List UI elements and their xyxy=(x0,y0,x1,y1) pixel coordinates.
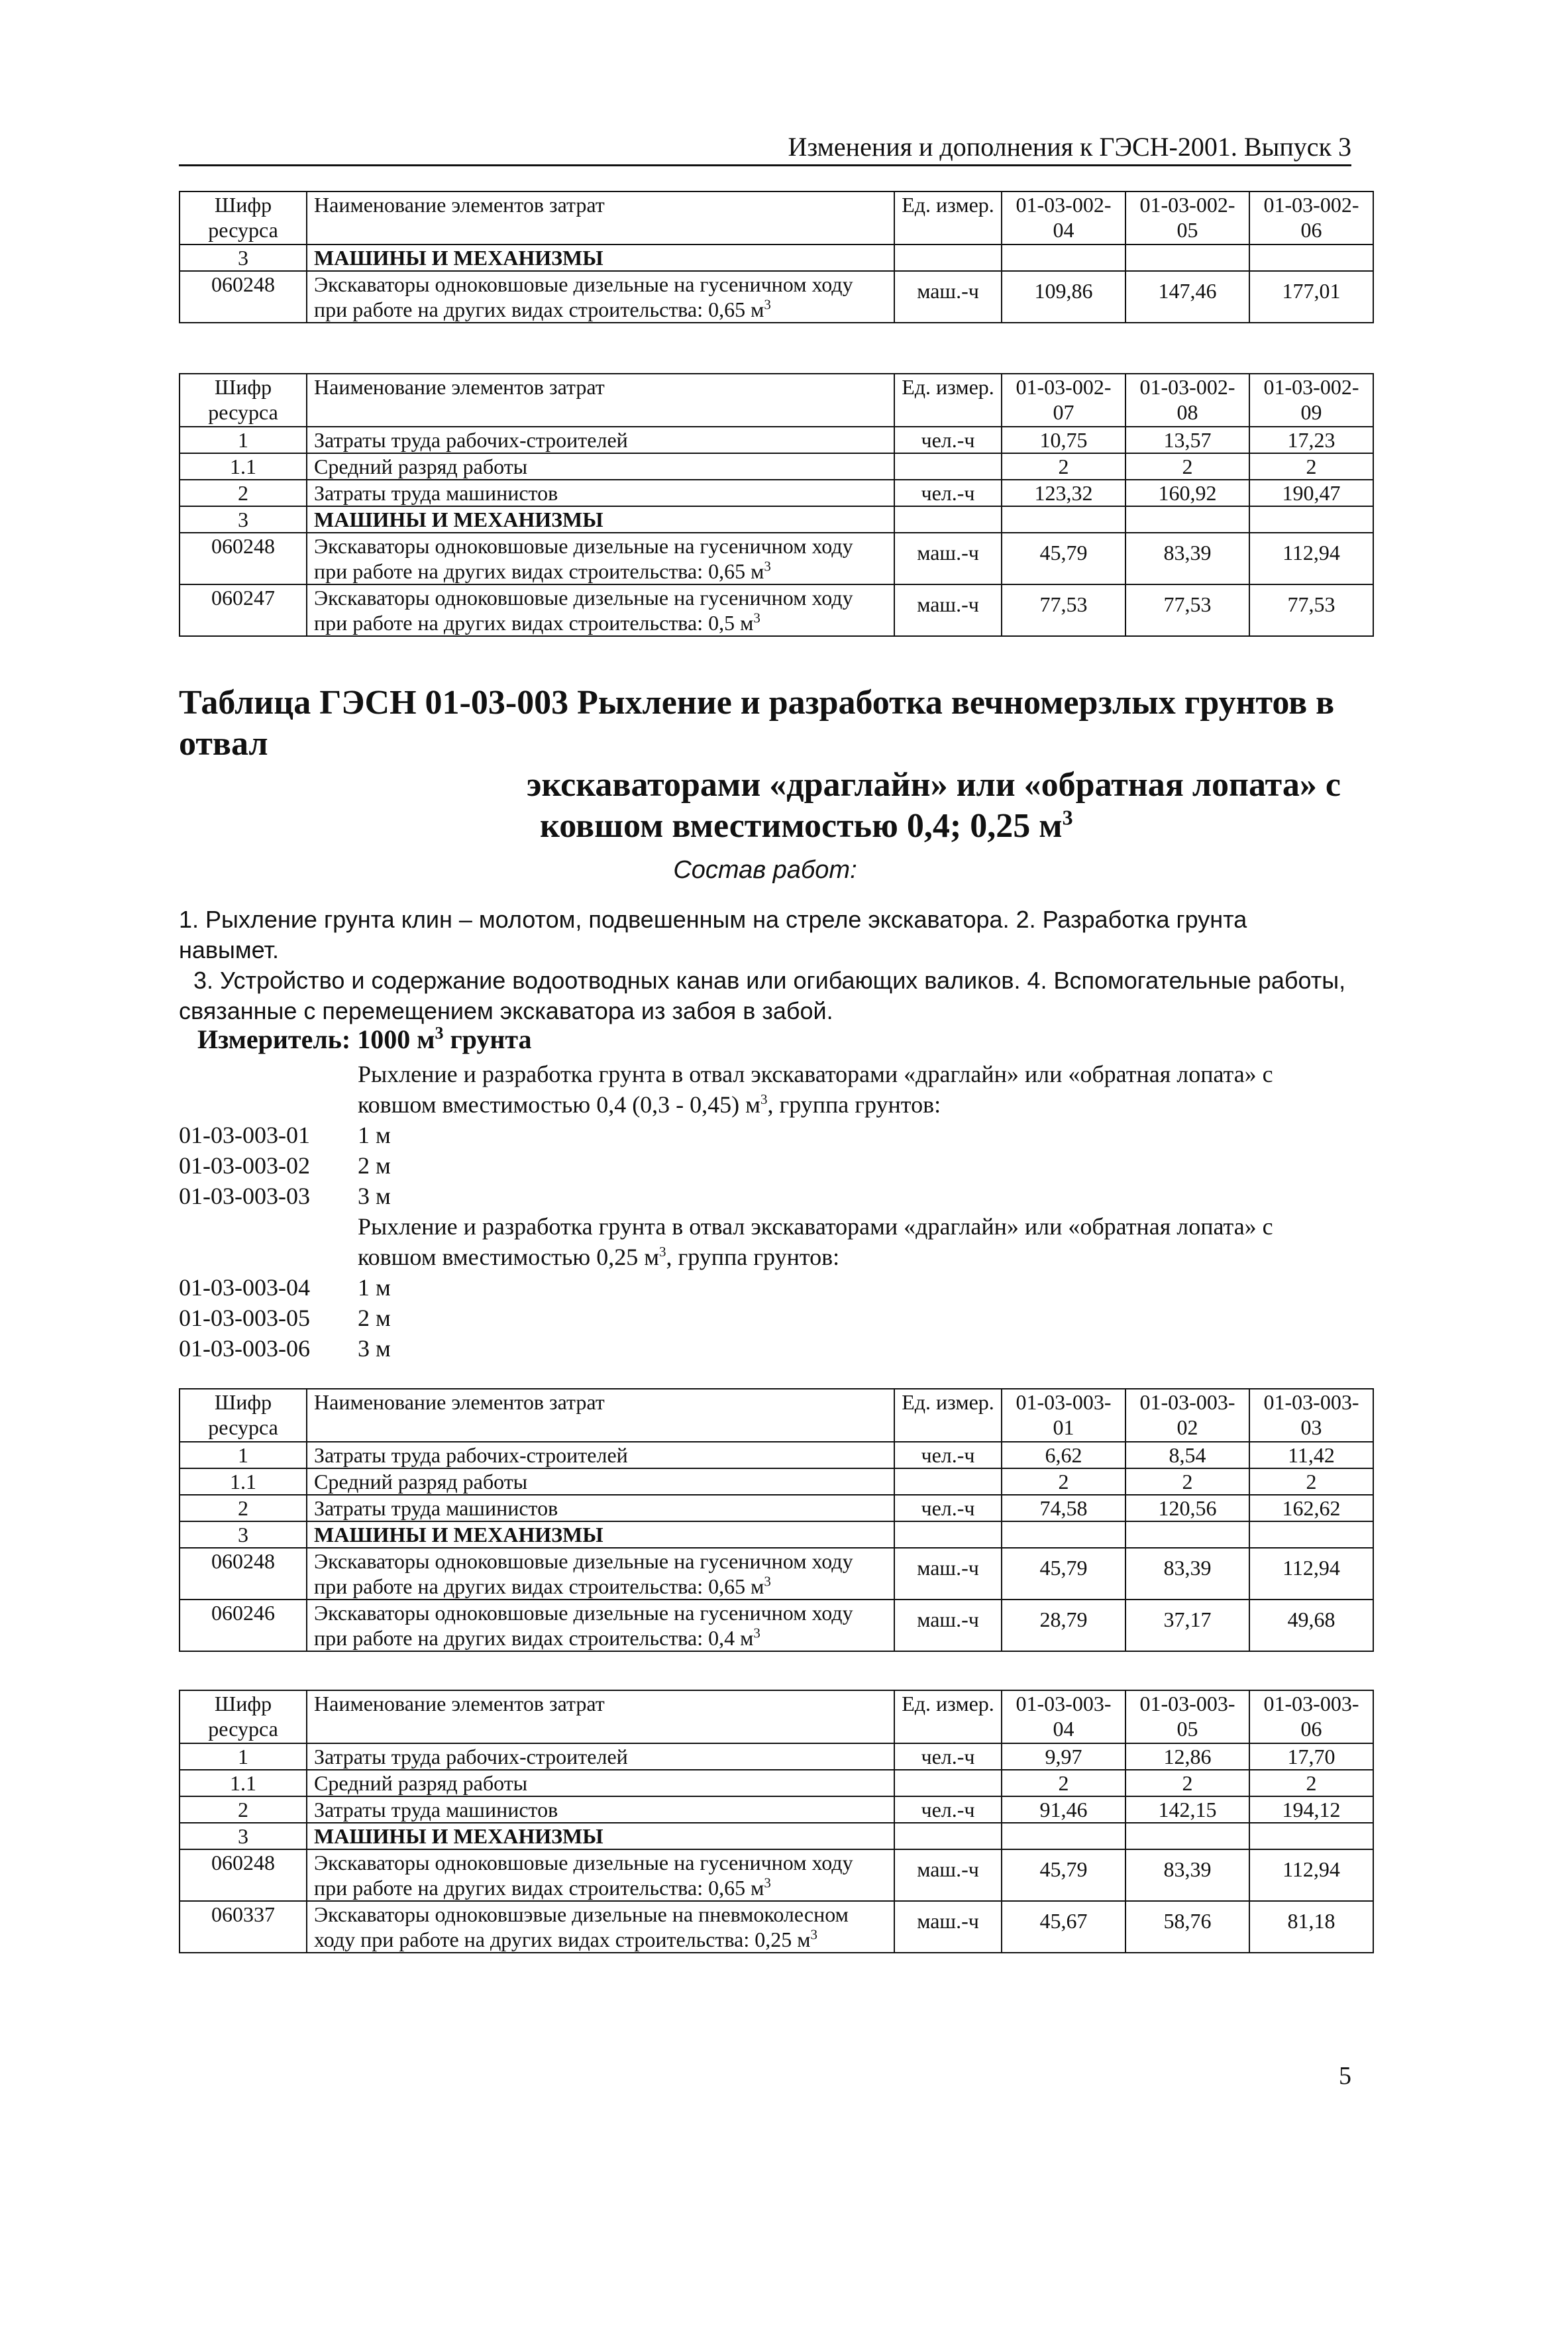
cell-name: Затраты труда машинистов xyxy=(307,480,894,506)
cell-code: 3 xyxy=(180,245,307,271)
cell-value: 112,94 xyxy=(1249,1849,1373,1901)
norm-item xyxy=(179,1181,1351,1211)
cell-unit: маш.-ч xyxy=(894,1600,1002,1651)
header-unit: Ед. измер. xyxy=(894,1389,1002,1442)
table-row xyxy=(180,533,1373,584)
cell-value xyxy=(1249,245,1373,271)
header-norm-code: 01-03-002-06 xyxy=(1249,191,1373,245)
norm-item xyxy=(179,1303,1351,1333)
table-row xyxy=(180,453,1373,480)
cell-value: 28,79 xyxy=(1002,1600,1125,1651)
measurement-unit: Измеритель: 1000 $м^3$ грунта xyxy=(197,1023,532,1054)
cell-value: 83,39 xyxy=(1125,1548,1249,1600)
cell-code: 060248 xyxy=(180,1548,307,1600)
cell-code: 1 xyxy=(180,427,307,453)
norm-list xyxy=(179,1059,1351,1364)
cell-name: Затраты труда машинистов xyxy=(307,1495,894,1521)
resource-table-003-01-03 xyxy=(179,1388,1374,1652)
header-name: Наименование элементов затрат xyxy=(307,191,894,245)
soil-group-label: 1 м xyxy=(358,1274,391,1301)
table-row xyxy=(180,1849,1373,1901)
cell-value: 2 xyxy=(1125,453,1249,480)
cell-value xyxy=(1002,245,1125,271)
cell-name: Затраты труда рабочих-строителей xyxy=(307,1442,894,1468)
cell-value xyxy=(1125,245,1249,271)
cell-value: 45,67 xyxy=(1002,1901,1125,1953)
cell-value: 120,56 xyxy=(1125,1495,1249,1521)
header-norm-code: 01-03-003-03 xyxy=(1249,1389,1373,1442)
cell-unit: маш.-ч xyxy=(894,1548,1002,1600)
cell-unit: маш.-ч xyxy=(894,533,1002,584)
cell-code: 1 xyxy=(180,1442,307,1468)
cell-value: 190,47 xyxy=(1249,480,1373,506)
header-norm-code: 01-03-003-02 xyxy=(1125,1389,1249,1442)
cell-value: 77,53 xyxy=(1002,584,1125,636)
cell-unit xyxy=(894,245,1002,271)
cell-value: 58,76 xyxy=(1125,1901,1249,1953)
cell-unit: маш.-ч xyxy=(894,1901,1002,1953)
resource-table-003-04-06 xyxy=(179,1690,1374,1953)
cell-value: 2 xyxy=(1002,1770,1125,1796)
cell-unit: чел.-ч xyxy=(894,1495,1002,1521)
section-title-line-2: экскаваторами «драглайн» или «обратная лопата» с xyxy=(527,766,1341,804)
cell-value xyxy=(1125,1823,1249,1849)
cell-code: 1.1 xyxy=(180,453,307,480)
cell-code: 3 xyxy=(180,1521,307,1548)
table-row xyxy=(180,1442,1373,1468)
cell-value: 45,79 xyxy=(1002,533,1125,584)
soil-group-label: 2 м xyxy=(358,1152,391,1179)
norm-item xyxy=(179,1150,1351,1181)
cell-value: 37,17 xyxy=(1125,1600,1249,1651)
cell-name: Экскаваторы одноковшовые дизельные на гусеничном ходу при работе на других видах строительства: 0,65 $м^3$ xyxy=(307,533,894,584)
norm-code: 01-03-003-03 xyxy=(179,1183,310,1209)
cell-value: 2 xyxy=(1249,1770,1373,1796)
norm-code: 01-03-003-02 xyxy=(179,1152,310,1179)
table-row xyxy=(180,1770,1373,1796)
table-row xyxy=(180,1548,1373,1600)
header-norm-code: 01-03-002-04 xyxy=(1002,191,1125,245)
cell-name: Затраты труда рабочих-строителей xyxy=(307,1743,894,1770)
cell-value: 2 xyxy=(1002,1468,1125,1495)
section-title xyxy=(179,682,1351,847)
cell-unit: маш.-ч xyxy=(894,584,1002,636)
cell-code: 060337 xyxy=(180,1901,307,1953)
header-unit: Ед. измер. xyxy=(894,1690,1002,1743)
header-norm-code: 01-03-002-09 xyxy=(1249,374,1373,427)
header-unit: Ед. измер. xyxy=(894,374,1002,427)
cell-name: МАШИНЫ И МЕХАНИЗМЫ xyxy=(307,1521,894,1548)
cell-name: МАШИНЫ И МЕХАНИЗМЫ xyxy=(307,1823,894,1849)
cell-code: 060248 xyxy=(180,271,307,323)
soil-group-label: 3 м xyxy=(358,1335,391,1362)
soil-group-label: 3 м xyxy=(358,1183,391,1209)
table-row xyxy=(180,1901,1373,1953)
cell-value xyxy=(1249,1823,1373,1849)
section-title-line-1: Таблица ГЭСН 01-03-003 Рыхление и разработка вечномерзлых грунтов в отвал xyxy=(179,684,1335,763)
norm-code: 01-03-003-05 xyxy=(179,1305,310,1331)
cell-name: Экскаваторы одноковшовые дизельные на гусеничном ходу при работе на других видах строительства: 0,5 $м^3$ xyxy=(307,584,894,636)
cell-value xyxy=(1125,1521,1249,1548)
table-row xyxy=(180,584,1373,636)
table-row xyxy=(180,1600,1373,1651)
resource-table-002-04-06 xyxy=(179,191,1374,323)
table-row xyxy=(180,1521,1373,1548)
norm-code: 01-03-003-01 xyxy=(179,1122,310,1148)
cell-value xyxy=(1002,1521,1125,1548)
cell-name: Экскаваторы одноковшовые дизельные на гусеничном ходу при работе на других видах строительства: 0,4 $м^3$ xyxy=(307,1600,894,1651)
header-code: Шифр ресурса xyxy=(180,1389,307,1442)
cell-unit: чел.-ч xyxy=(894,1796,1002,1823)
cell-name: Затраты труда машинистов xyxy=(307,1796,894,1823)
resource-table-002-07-09 xyxy=(179,373,1374,637)
cell-code: 3 xyxy=(180,1823,307,1849)
cell-value: 112,94 xyxy=(1249,533,1373,584)
cell-code: 2 xyxy=(180,1495,307,1521)
table-row xyxy=(180,271,1373,323)
cell-value: 11,42 xyxy=(1249,1442,1373,1468)
cell-code: 060246 xyxy=(180,1600,307,1651)
header-norm-code: 01-03-002-08 xyxy=(1125,374,1249,427)
cell-code: 3 xyxy=(180,506,307,533)
table-row xyxy=(180,1743,1373,1770)
cell-code: 060247 xyxy=(180,584,307,636)
cell-value: 142,15 xyxy=(1125,1796,1249,1823)
cell-name: МАШИНЫ И МЕХАНИЗМЫ xyxy=(307,245,894,271)
cell-unit xyxy=(894,1521,1002,1548)
work-composition-text xyxy=(179,904,1351,1026)
cell-value: 162,62 xyxy=(1249,1495,1373,1521)
cell-code: 060248 xyxy=(180,533,307,584)
cell-value: 45,79 xyxy=(1002,1849,1125,1901)
table-row xyxy=(180,245,1373,271)
running-header: Изменения и дополнения к ГЭСН-2001. Выпуск 3 xyxy=(179,130,1351,166)
page-number: 5 xyxy=(1339,2062,1351,2090)
header-name: Наименование элементов затрат xyxy=(307,1690,894,1743)
cell-unit: чел.-ч xyxy=(894,480,1002,506)
norm-code: 01-03-003-04 xyxy=(179,1274,310,1301)
header-norm-code: 01-03-003-06 xyxy=(1249,1690,1373,1743)
cell-name: Средний разряд работы xyxy=(307,1468,894,1495)
section-title-line-3: ковшом вместимостью 0,4; 0,25 $м^3$ xyxy=(540,805,1073,845)
cell-value xyxy=(1249,1521,1373,1548)
cell-value: 2 xyxy=(1249,1468,1373,1495)
cell-value: 2 xyxy=(1249,453,1373,480)
norm-item xyxy=(179,1120,1351,1150)
cell-value xyxy=(1249,506,1373,533)
cell-unit: маш.-ч xyxy=(894,1849,1002,1901)
cell-value: 74,58 xyxy=(1002,1495,1125,1521)
cell-unit: маш.-ч xyxy=(894,271,1002,323)
norm-item xyxy=(179,1333,1351,1364)
cell-name: МАШИНЫ И МЕХАНИЗМЫ xyxy=(307,506,894,533)
header-norm-code: 01-03-003-04 xyxy=(1002,1690,1125,1743)
cell-value xyxy=(1002,1823,1125,1849)
cell-name: Экскаваторы одноковшэвые дизельные на пневмоколесном ходу при работе на других видах строительства: 0,25 $м^3$ xyxy=(307,1901,894,1953)
table-row xyxy=(180,1823,1373,1849)
table-row xyxy=(180,506,1373,533)
table-row xyxy=(180,1468,1373,1495)
cell-value xyxy=(1125,506,1249,533)
norm-code: 01-03-003-06 xyxy=(179,1335,310,1362)
cell-value: 2 xyxy=(1125,1468,1249,1495)
group-description: Рыхление и разработка грунта в отвал экскаваторами «драглайн» или «обратная лопата» с xyxy=(358,1213,1273,1240)
table-row xyxy=(180,427,1373,453)
cell-value: 83,39 xyxy=(1125,533,1249,584)
cell-code: 1.1 xyxy=(180,1770,307,1796)
header-name: Наименование элементов затрат xyxy=(307,374,894,427)
cell-unit: чел.-ч xyxy=(894,1743,1002,1770)
header-norm-code: 01-03-002-05 xyxy=(1125,191,1249,245)
cell-value: 77,53 xyxy=(1249,584,1373,636)
soil-group-label: 1 м xyxy=(358,1122,391,1148)
cell-unit xyxy=(894,453,1002,480)
cell-value: 6,62 xyxy=(1002,1442,1125,1468)
cell-value: 109,86 xyxy=(1002,271,1125,323)
cell-value: 112,94 xyxy=(1249,1548,1373,1600)
group-description: Рыхление и разработка грунта в отвал экскаваторами «драглайн» или «обратная лопата» с xyxy=(358,1061,1273,1087)
cell-unit xyxy=(894,1770,1002,1796)
cell-unit xyxy=(894,506,1002,533)
cell-unit xyxy=(894,1468,1002,1495)
header-unit: Ед. измер. xyxy=(894,191,1002,245)
cell-unit: чел.-ч xyxy=(894,1442,1002,1468)
cell-unit xyxy=(894,1823,1002,1849)
cell-value: 12,86 xyxy=(1125,1743,1249,1770)
cell-value: 45,79 xyxy=(1002,1548,1125,1600)
table-row xyxy=(180,1796,1373,1823)
work-composition-heading: Состав работ: xyxy=(673,856,857,884)
table-row xyxy=(180,1495,1373,1521)
cell-name: Средний разряд работы xyxy=(307,1770,894,1796)
cell-name: Затраты труда рабочих-строителей xyxy=(307,427,894,453)
norm-item xyxy=(179,1272,1351,1303)
work-line: 3. Устройство и содержание водоотводных канав или огибающих валиков. 4. Вспомогательные работы, xyxy=(193,967,1346,994)
cell-value: 2 xyxy=(1002,453,1125,480)
header-norm-code: 01-03-002-07 xyxy=(1002,374,1125,427)
cell-name: Экскаваторы одноковшовые дизельные на гусеничном ходу при работе на других видах строительства: 0,65 $м^3$ xyxy=(307,1548,894,1600)
header-norm-code: 01-03-003-01 xyxy=(1002,1389,1125,1442)
cell-value: 194,12 xyxy=(1249,1796,1373,1823)
cell-name: Средний разряд работы xyxy=(307,453,894,480)
cell-value: 91,46 xyxy=(1002,1796,1125,1823)
cell-code: 2 xyxy=(180,480,307,506)
header-name: Наименование элементов затрат xyxy=(307,1389,894,1442)
cell-value: 177,01 xyxy=(1249,271,1373,323)
cell-value: 10,75 xyxy=(1002,427,1125,453)
cell-name: Экскаваторы одноковшовые дизельные на гусеничном ходу при работе на других видах строительства: 0,65 $м^3$ xyxy=(307,271,894,323)
header-norm-code: 01-03-003-05 xyxy=(1125,1690,1249,1743)
header-code: Шифр ресурса xyxy=(180,191,307,245)
cell-value: 123,32 xyxy=(1002,480,1125,506)
soil-group-label: 2 м xyxy=(358,1305,391,1331)
cell-value: 8,54 xyxy=(1125,1442,1249,1468)
table-row xyxy=(180,480,1373,506)
header-code: Шифр ресурса xyxy=(180,1690,307,1743)
cell-value: 17,70 xyxy=(1249,1743,1373,1770)
cell-name: Экскаваторы одноковшовые дизельные на гусеничном ходу при работе на других видах строительства: 0,65 $м^3$ xyxy=(307,1849,894,1901)
work-line: связанные с перемещением экскаватора из забоя в забой. xyxy=(179,997,833,1024)
cell-value: 9,97 xyxy=(1002,1743,1125,1770)
group-description: ковшом вместимостью 0,4 (0,3 - 0,45) $м^3$, группа грунтов: xyxy=(358,1091,941,1118)
cell-code: 1.1 xyxy=(180,1468,307,1495)
group-description: ковшом вместимостью 0,25 $м^3$, группа грунтов: xyxy=(358,1244,840,1270)
cell-value: 81,18 xyxy=(1249,1901,1373,1953)
cell-value: 160,92 xyxy=(1125,480,1249,506)
cell-value: 77,53 xyxy=(1125,584,1249,636)
work-line: 1. Рыхление грунта клин – молотом, подвешенным на стреле экскаватора. 2. Разработка грунта навымет. xyxy=(179,906,1247,963)
cell-value: 49,68 xyxy=(1249,1600,1373,1651)
cell-value: 83,39 xyxy=(1125,1849,1249,1901)
header-code: Шифр ресурса xyxy=(180,374,307,427)
cell-code: 2 xyxy=(180,1796,307,1823)
cell-value: 147,46 xyxy=(1125,271,1249,323)
cell-value xyxy=(1002,506,1125,533)
cell-value: 2 xyxy=(1125,1770,1249,1796)
cell-code: 060248 xyxy=(180,1849,307,1901)
cell-value: 17,23 xyxy=(1249,427,1373,453)
cell-value: 13,57 xyxy=(1125,427,1249,453)
cell-unit: чел.-ч xyxy=(894,427,1002,453)
cell-code: 1 xyxy=(180,1743,307,1770)
